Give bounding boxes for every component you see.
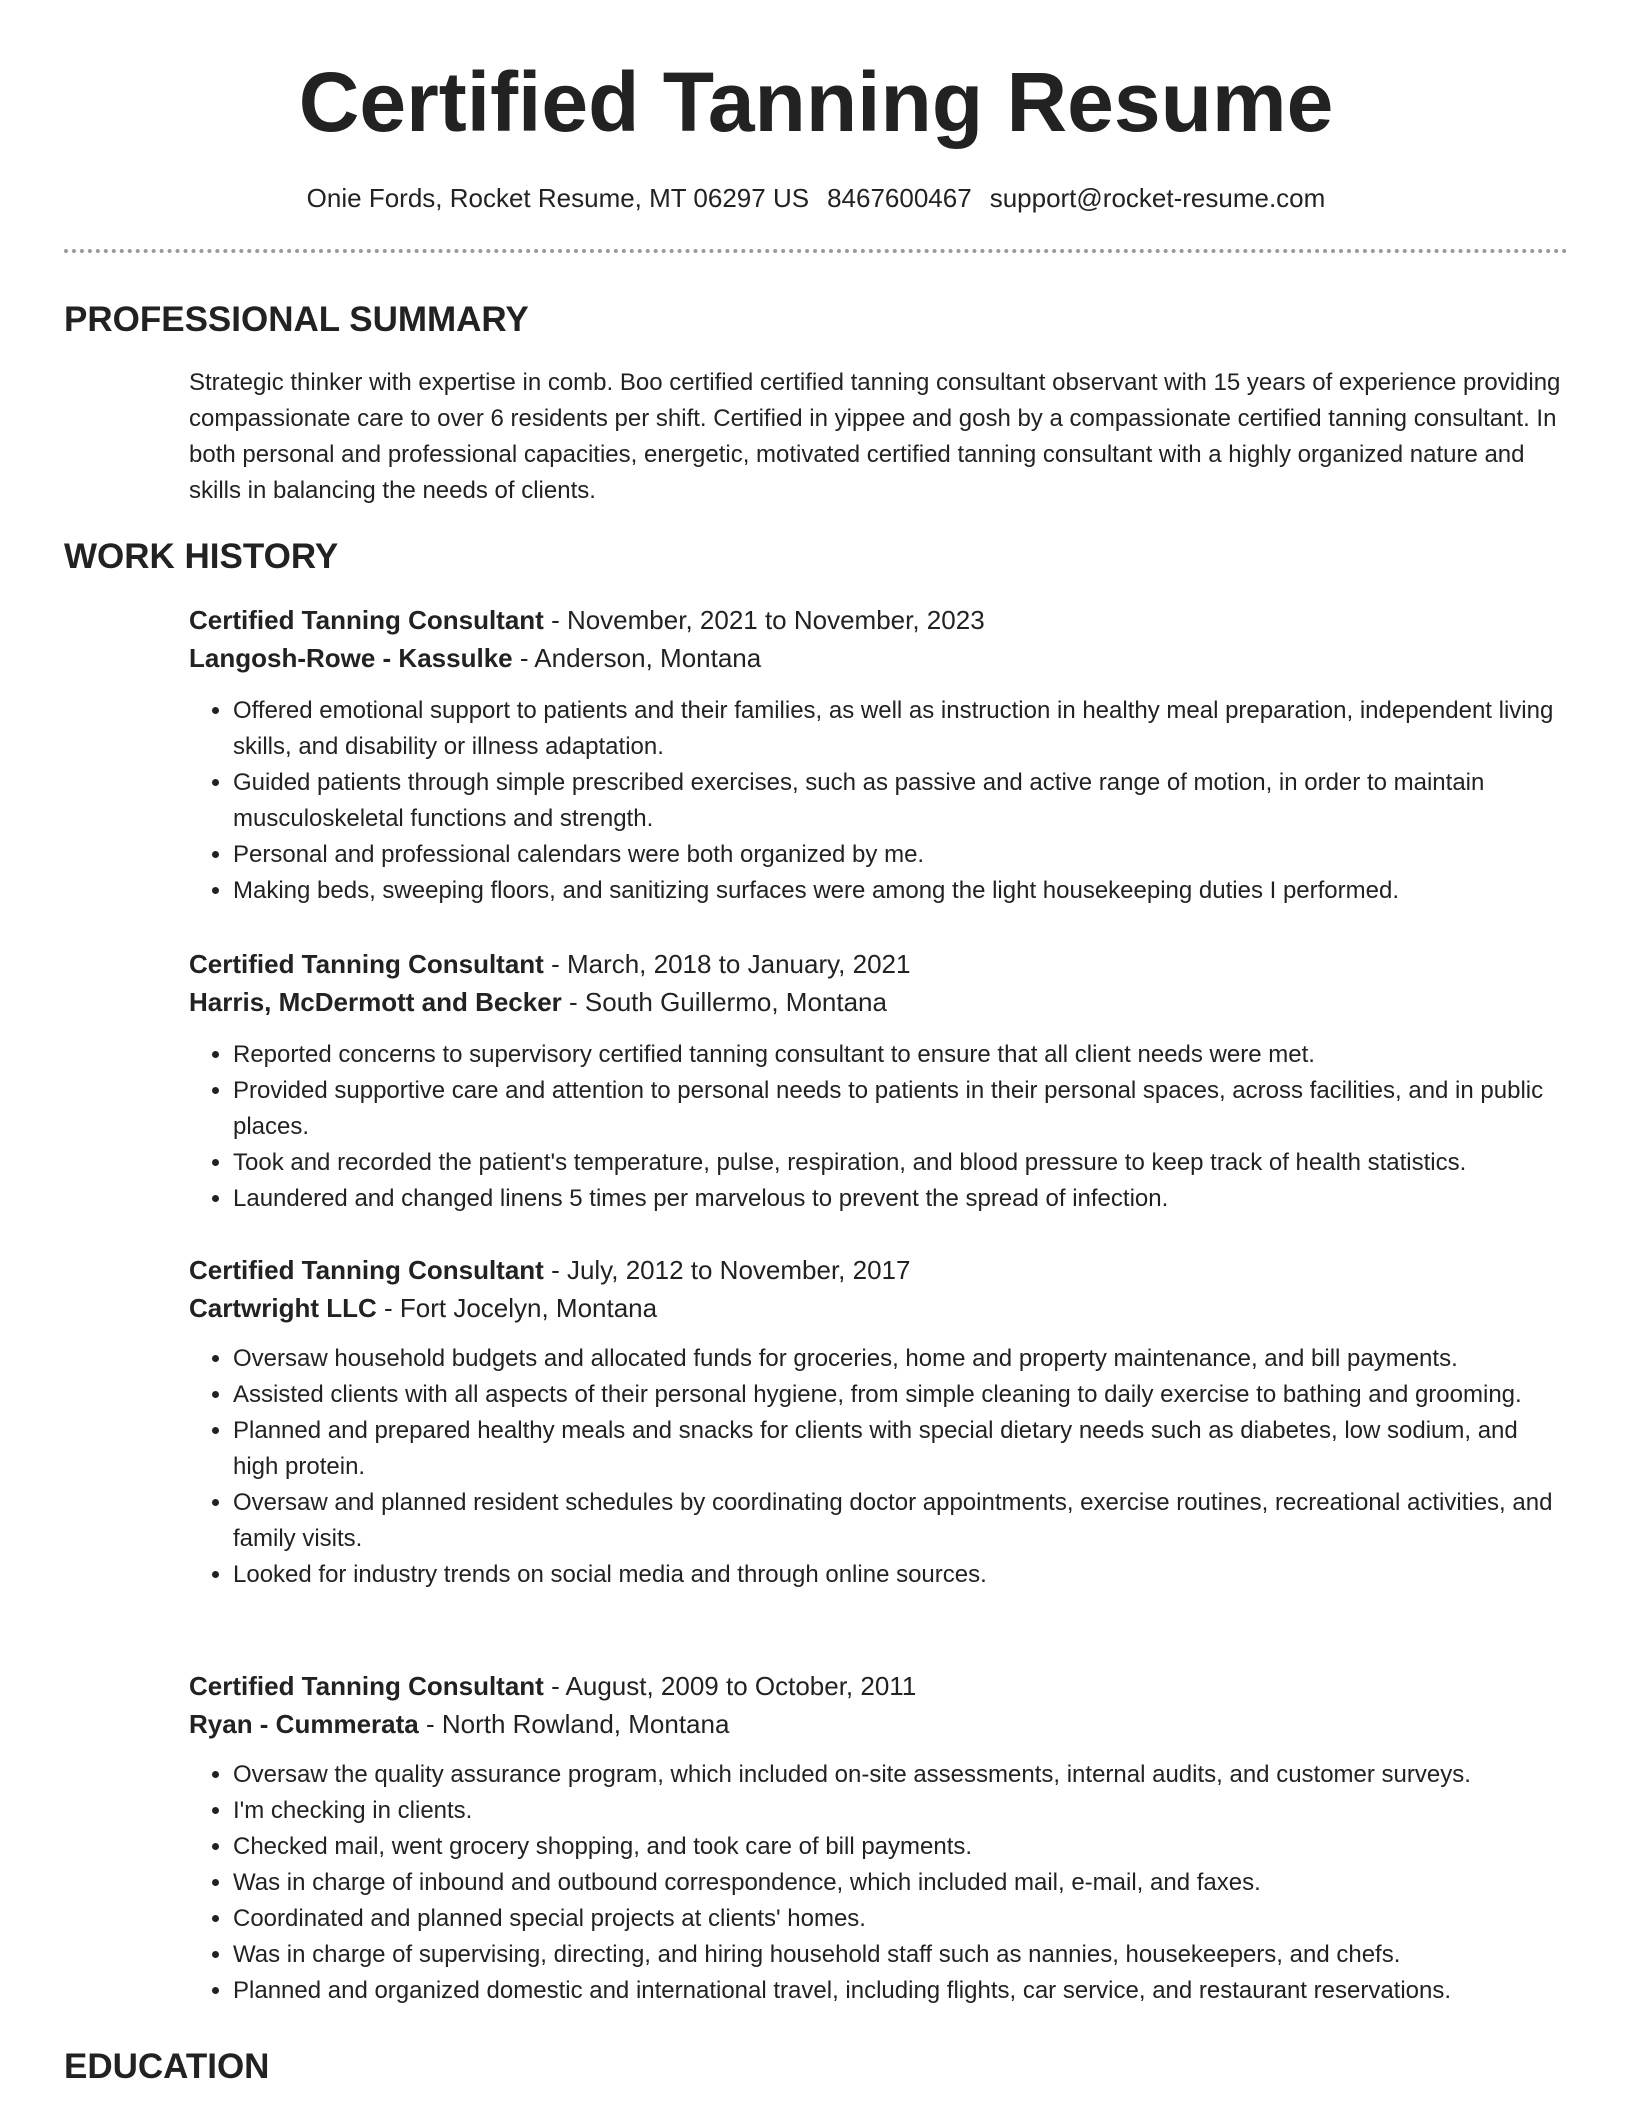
job-company-line bbox=[189, 1289, 1569, 1327]
job-bullet: • Laundered and changed linens 5 times per marvelous to prevent the spread of infection. bbox=[233, 1181, 1569, 1217]
job-title-line bbox=[189, 601, 1569, 639]
job-bullets bbox=[189, 1037, 1569, 1217]
contact-phone: 8467600467 bbox=[827, 183, 972, 213]
section-heading-work-history: WORK HISTORY bbox=[64, 537, 339, 576]
job-company: Harris, McDermott and Becker bbox=[189, 987, 562, 1017]
job-bullet: • Oversaw household budgets and allocated funds for groceries, home and property maintenance, and bill payments. bbox=[233, 1341, 1569, 1377]
contact-address: Onie Fords, Rocket Resume, MT 06297 US bbox=[306, 183, 810, 213]
job-location: - South Guillermo, Montana bbox=[561, 987, 887, 1017]
job-bullet: • Guided patients through simple prescribed exercises, such as passive and active range of motion, in order to maintain musculoskeletal functions and strength. bbox=[233, 765, 1569, 837]
job-dates: - July, 2012 to November, 2017 bbox=[543, 1255, 911, 1285]
job-bullet: • Coordinated and planned special projects at clients' homes. bbox=[233, 1901, 1569, 1937]
job-title-line bbox=[189, 945, 1569, 983]
job-bullet: • Making beds, sweeping floors, and sanitizing surfaces were among the light housekeeping duties I performed. bbox=[233, 873, 1569, 909]
job-bullet: • Looked for industry trends on social media and through online sources. bbox=[233, 1557, 1569, 1593]
job-entry bbox=[189, 1251, 1569, 1593]
job-title-line bbox=[189, 1667, 1569, 1705]
resume-title: Certified Tanning Resume bbox=[298, 55, 1334, 149]
job-entry bbox=[189, 945, 1569, 1217]
job-title: Certified Tanning Consultant bbox=[189, 605, 544, 635]
section-heading-summary: PROFESSIONAL SUMMARY bbox=[64, 300, 529, 339]
job-dates: - November, 2021 to November, 2023 bbox=[543, 605, 985, 635]
job-bullets bbox=[189, 1757, 1569, 2009]
job-company: Cartwright LLC bbox=[189, 1293, 377, 1323]
job-bullet: • Oversaw the quality assurance program, which included on-site assessments, internal audits, and customer surveys. bbox=[233, 1757, 1569, 1793]
job-entry bbox=[189, 1667, 1569, 2009]
job-bullet: • Provided supportive care and attention to personal needs to patients in their personal spaces, across facilities, and in public places. bbox=[233, 1073, 1569, 1145]
job-bullet: • Took and recorded the patient's temperature, pulse, respiration, and blood pressure to keep track of health statistics. bbox=[233, 1145, 1569, 1181]
job-company-line bbox=[189, 983, 1569, 1021]
job-company: Langosh-Rowe - Kassulke bbox=[189, 643, 513, 673]
job-title: Certified Tanning Consultant bbox=[189, 949, 544, 979]
job-bullet: • Personal and professional calendars were both organized by me. bbox=[233, 837, 1569, 873]
summary-text: Strategic thinker with expertise in comb. Boo certified certified tanning consultant observant with 15 years of experience providing compassionate care to over 6 residents per shift. Certified in yippee and gosh by a compassionate certified tanning consultant. In both personal and professional capacities, energetic, motivated certified tanning consultant with a highly organized nature and skills in balancing the needs of clients. bbox=[189, 369, 1561, 504]
job-bullet: • Planned and prepared healthy meals and snacks for clients with special dietary needs such as diabetes, low sodium, and high protein. bbox=[233, 1413, 1569, 1485]
job-bullet: • Was in charge of inbound and outbound correspondence, which included mail, e-mail, and faxes. bbox=[233, 1865, 1569, 1901]
contact-line bbox=[0, 180, 1632, 216]
job-dates: - August, 2009 to October, 2011 bbox=[543, 1671, 917, 1701]
job-location: - North Rowland, Montana bbox=[418, 1709, 730, 1739]
job-bullets bbox=[189, 693, 1569, 909]
job-bullets bbox=[189, 1341, 1569, 1593]
job-company: Ryan - Cummerata bbox=[189, 1709, 419, 1739]
job-bullet: • Offered emotional support to patients and their families, as well as instruction in healthy meal preparation, independent living skills, and disability or illness adaptation. bbox=[233, 693, 1569, 765]
job-entry bbox=[189, 601, 1569, 909]
job-bullet: • Assisted clients with all aspects of their personal hygiene, from simple cleaning to daily exercise to bathing and grooming. bbox=[233, 1377, 1569, 1413]
job-bullet: • I'm checking in clients. bbox=[233, 1793, 1569, 1829]
job-bullet: • Planned and organized domestic and international travel, including flights, car service, and restaurant reservations. bbox=[233, 1973, 1569, 2009]
job-dates: - March, 2018 to January, 2021 bbox=[543, 949, 911, 979]
job-title: Certified Tanning Consultant bbox=[189, 1255, 544, 1285]
job-location: - Fort Jocelyn, Montana bbox=[376, 1293, 658, 1323]
job-bullet: • Oversaw and planned resident schedules by coordinating doctor appointments, exercise routines, recreational activities, and family visits. bbox=[233, 1485, 1569, 1557]
header-divider bbox=[64, 249, 1568, 253]
job-title: Certified Tanning Consultant bbox=[189, 1671, 544, 1701]
job-company-line bbox=[189, 1705, 1569, 1743]
job-title-line bbox=[189, 1251, 1569, 1289]
contact-email: support@rocket-resume.com bbox=[989, 183, 1326, 213]
job-bullet: • Was in charge of supervising, directing, and hiring household staff such as nannies, housekeepers, and chefs. bbox=[233, 1937, 1569, 1973]
job-company-line bbox=[189, 639, 1569, 677]
job-bullet: • Reported concerns to supervisory certified tanning consultant to ensure that all client needs were met. bbox=[233, 1037, 1569, 1073]
job-bullet: • Checked mail, went grocery shopping, and took care of bill payments. bbox=[233, 1829, 1569, 1865]
job-location: - Anderson, Montana bbox=[512, 643, 762, 673]
section-heading-education: EDUCATION bbox=[64, 2047, 270, 2086]
